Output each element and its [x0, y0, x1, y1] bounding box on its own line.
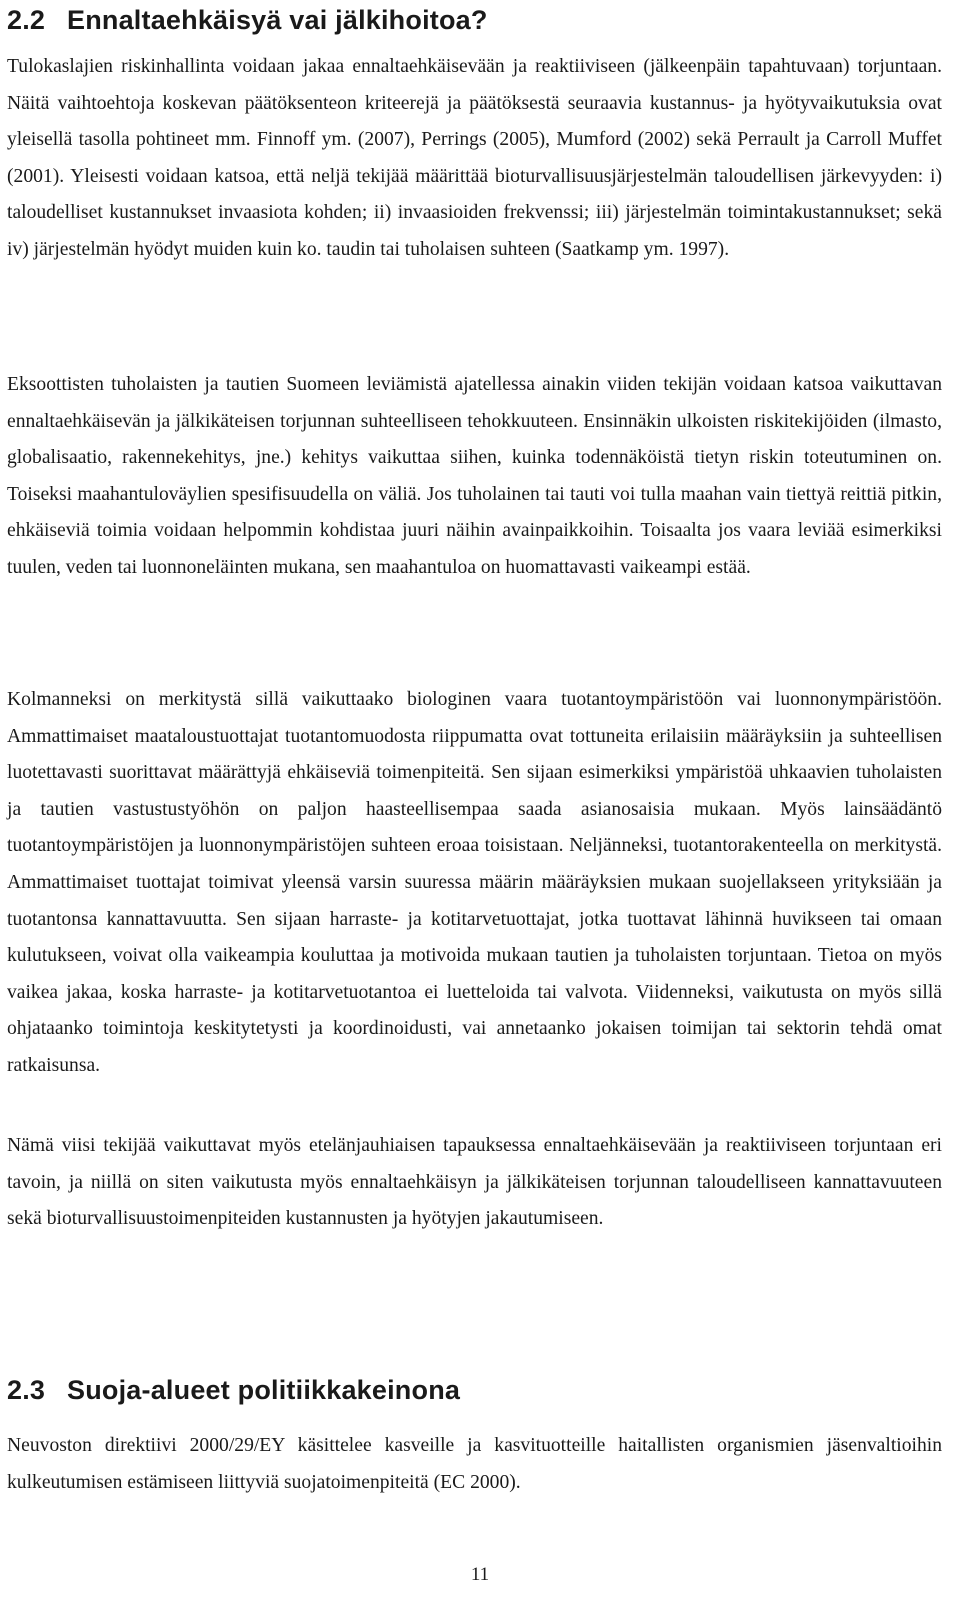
paragraph-exotic-pests: Eksoottisten tuholaisten ja tautien Suomeen leviämistä ajatellessa ainakin viiden tekijän voidaan katsoa vaikuttavan ennaltaehkäisevän ja jälkikäteisen torjunnan suhteelliseen tehokkuuteen. Ensinnäkin ulkoisten riskitekijöiden (ilmasto, globalisaatio, rakennekehitys, jne.) kehitys vaikuttaa siihen, kuinka todennäköistä tietyn riskin toteutuminen on. Toiseksi maahantuloväylien spesifisuudella on väliä. Jos tuholainen tai tauti voi tulla maahan vain tiettyä reittiä pitkin, ehkäiseviä toimia voidaan helpommin kohdistaa juuri näihin avainpaikkoihin. Toisaalta jos vaara leviää esimerkiksi tuulen, veden tai luonnoneläinten mukana, sen maahantuloa on huomattavasti vaikeampi estää. [7, 374, 942, 578]
section-number: 2.2 [7, 5, 46, 35]
page-number: 11 [470, 1564, 490, 1585]
paragraph-third-factor: Kolmanneksi on merkitystä sillä vaikuttaako biologinen vaara tuotantoympäristöön vai luonnonympäristöön. Ammattimaiset maataloustuottajat tuotantomuodosta riippumatta ovat tottuneita erilaisiin määräyksiin ja suhteellisen luotettavasti suorittavat määrättyjä ehkäiseviä toimenpiteitä. Sen sijaan esimerkiksi ympäristöä uhkaavien tuholaisten ja tautien vastustustyöhön on paljon haasteellisempaa saada asianosaisia mukaan. Myös lainsäädäntö tuotantoympäristöjen ja luonnonympäristöjen suhteen eroaa toisistaan. Neljänneksi, tuotantorakenteella on merkitystä. Ammattimaiset tuottajat toimivat yleensä varsin suuressa määrin määräyksien mukaan suojellakseen yrityksiään ja tuotantonsa kannattavuutta. Sen sijaan harraste- ja kotitarvetuottajat, jotka tuottavat lähinnä huvikseen tai omaan kulutukseen, voivat olla vaikeampia kouluttaa ja motivoida mukaan tautien ja tuholaisten torjuntaan. Tietoa on myös vaikea jakaa, koska harraste- ja kotitarvetuotantoa ei luetteloida tai valvota. Viidenneksi, vaikutusta on myös sillä ohjataanko toimintoja keskitytetysti ja koordinoidusti, vai annetaanko jokaisen toimijan tai sektorin tehdä omat ratkaisunsa. [7, 689, 942, 1076]
section-heading-2-2 [7, 2, 488, 38]
section-number: 2.3 [7, 1375, 46, 1405]
paragraph-council-directive: Neuvoston direktiivi 2000/29/EY käsittelee kasveille ja kasvituotteille haitallisten organismien jäsenvaltioihin kulkeutumisen estämiseen liittyviä suojatoimenpiteitä (EC 2000). [7, 1435, 942, 1493]
paragraph-five-factors: Nämä viisi tekijää vaikuttavat myös etelänjauhiaisen tapauksessa ennaltaehkäisevään ja reaktiiviseen torjuntaan eri tavoin, ja niillä on siten vaikutusta myös ennaltaehkäisyn ja jälkikäteisen torjunnan taloudelliseen kannattavuuteen sekä bioturvallisuustoimenpiteiden kustannusten ja hyötyjen jakautumiseen. [7, 1135, 942, 1230]
section-heading-2-3 [7, 1372, 460, 1408]
paragraph-risk-management: Tulokaslajien riskinhallinta voidaan jakaa ennaltaehkäisevään ja reaktiiviseen (jälkeenpäin tapahtuvaan) torjuntaan. Näitä vaihtoehtoja koskevan päätöksenteon kriteerejä ja päätöksestä seuraavia kustannus- ja hyötyvaikutuksia ovat yleisellä tasolla pohtineet mm. Finnoff ym. (2007), Perrings (2005), Mumford (2002) sekä Perrault ja Carroll Muffet (2001). Yleisesti voidaan katsoa, että neljä tekijää määrittää bioturvallisuusjärjestelmän taloudellisen järkevyyden: i) taloudelliset kustannukset invaasiota kohden; ii) invaasioiden frekvenssi; iii) järjestelmän toimintakustannukset; sekä iv) järjestelmän hyödyt muiden kuin ko. taudin tai tuholaisen suhteen (Saatkamp ym. 1997). [7, 56, 942, 260]
section-title: Suoja-alueet politiikkakeinona [67, 1375, 461, 1405]
section-title: Ennaltaehkäisyä vai jälkihoitoa? [67, 5, 488, 35]
